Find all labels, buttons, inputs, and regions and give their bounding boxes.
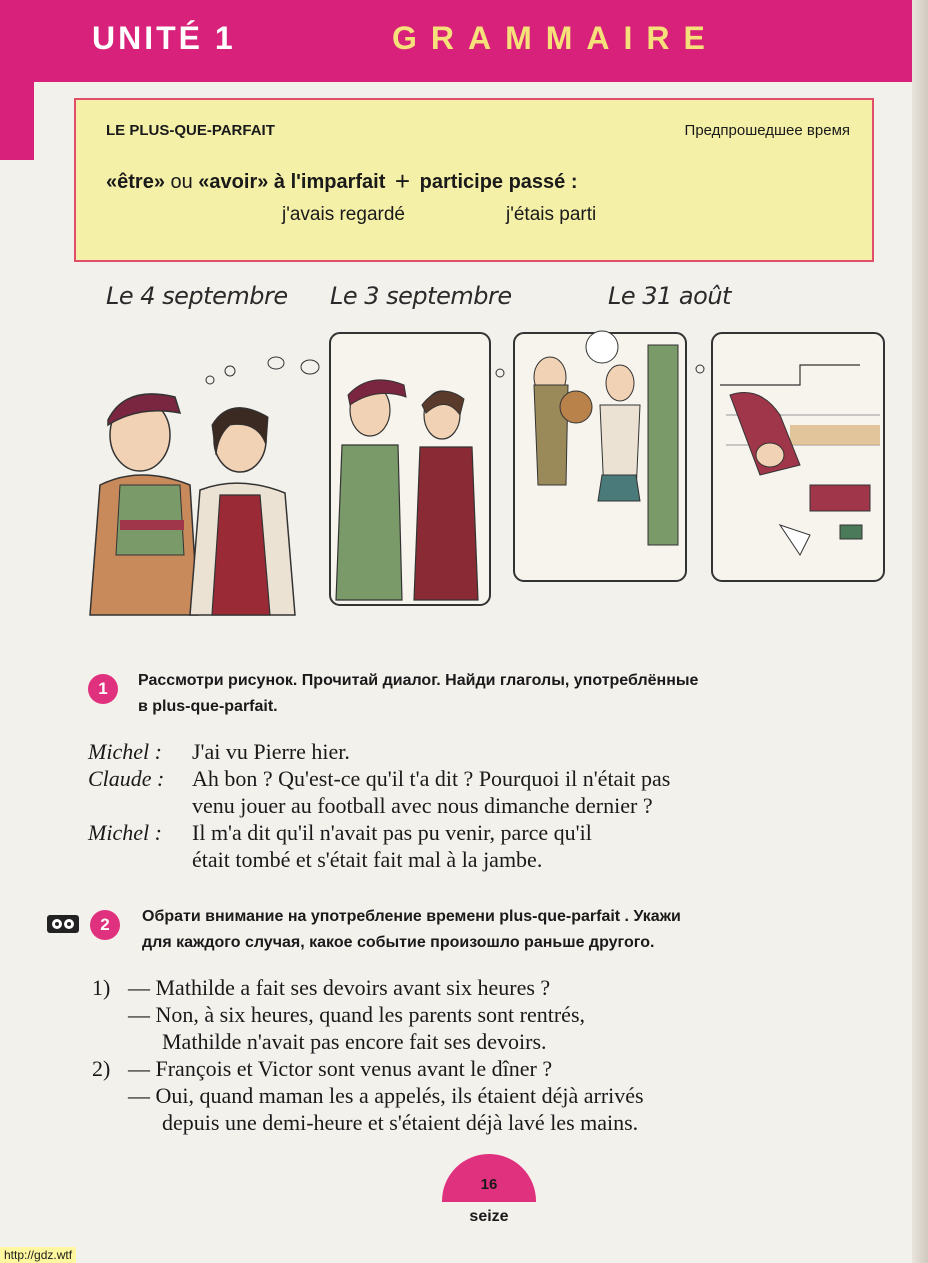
formula-participe: participe passé :: [419, 171, 578, 193]
exercise-2-instruction-line-1: Обрати внимание на употребление времени plus-que-parfait . Укажи: [142, 908, 681, 925]
unit-title: UNITÉ 1: [92, 20, 236, 56]
item-line: — Non, à six heures, quand les parents sont rentrés,: [128, 1002, 586, 1027]
cassette-icon: [46, 914, 80, 934]
page-edge: [912, 0, 928, 1263]
dialog-speaker: Michel :: [88, 820, 162, 845]
dialog-speaker: Michel :: [88, 739, 162, 764]
formula-plus: +: [394, 166, 411, 196]
scene-boys-talking: [90, 357, 319, 615]
exercise-1-instruction-line-2: в plus-que-parfait.: [138, 698, 278, 715]
comic-illustration: [80, 325, 890, 625]
formula-avoir: «avoir» à l'imparfait: [198, 171, 386, 193]
exercise-2-number: 2: [90, 910, 120, 940]
rule-example-1: j'avais regardé: [282, 204, 405, 225]
item-line: Mathilde n'avait pas encore fait ses devoirs.: [162, 1029, 547, 1054]
dialog-speaker: Claude :: [88, 766, 165, 791]
section-title: GRAMMAIRE: [392, 20, 719, 56]
item-line: depuis une demi-heure et s'étaient déjà lavé les mains.: [162, 1110, 639, 1135]
dialog-text: venu jouer au football avec nous dimanche dernier ?: [192, 793, 653, 818]
page-number: 16: [480, 1176, 498, 1193]
item-line: — François et Victor sont venus avant le dîner ?: [128, 1056, 553, 1081]
rule-name: LE PLUS-QUE-PARFAIT: [106, 122, 275, 139]
item-line: — Oui, quand maman les a appelés, ils étaient déjà arrivés: [128, 1083, 644, 1108]
grammar-rule-box: [74, 98, 874, 262]
scene-31-aout-frame-1: [514, 331, 704, 581]
date-label-3-sept: Le 3 septembre: [330, 282, 512, 310]
rule-formula: [106, 166, 578, 197]
item-line: — Mathilde a fait ses devoirs avant six heures ?: [128, 975, 551, 1000]
formula-ou: ou: [164, 171, 199, 193]
item-number: 1): [92, 975, 111, 1000]
page-number-word: seize: [469, 1208, 509, 1225]
dialog-text: était tombé et s'était fait mal à la jambe.: [192, 847, 543, 872]
exercise-1-instruction-line-1: Рассмотри рисунок. Прочитай диалог. Найди глаголы, употреблённые: [138, 672, 699, 689]
exercise-2-instruction: [142, 904, 681, 956]
dialog-text: J'ai vu Pierre hier.: [192, 739, 350, 764]
dialog-text: Il m'a dit qu'il n'avait pas pu venir, parce qu'il: [192, 820, 592, 845]
rule-name-russian: Предпрошедшее время: [684, 122, 850, 139]
header-side-band: [0, 82, 34, 160]
scene-3-sept-frame: [330, 333, 504, 605]
scene-31-aout-frame-2: [712, 333, 884, 581]
watermark: http://gdz.wtf: [0, 1247, 76, 1263]
dialog-text: Ah bon ? Qu'est-ce qu'il t'a dit ? Pourquoi il n'était pas: [192, 766, 671, 791]
exercise-1-number: 1: [88, 674, 118, 704]
date-label-4-sept: Le 4 septembre: [106, 282, 288, 310]
rule-example-2: j'étais parti: [506, 204, 597, 225]
item-number: 2): [92, 1056, 111, 1081]
exercise-2-instruction-line-2: для каждого случая, какое событие произошло раньше другого.: [142, 934, 655, 951]
date-label-31-aout: Le 31 août: [608, 282, 731, 310]
exercise-1-instruction: [138, 668, 698, 720]
formula-etre: «être»: [106, 171, 165, 193]
